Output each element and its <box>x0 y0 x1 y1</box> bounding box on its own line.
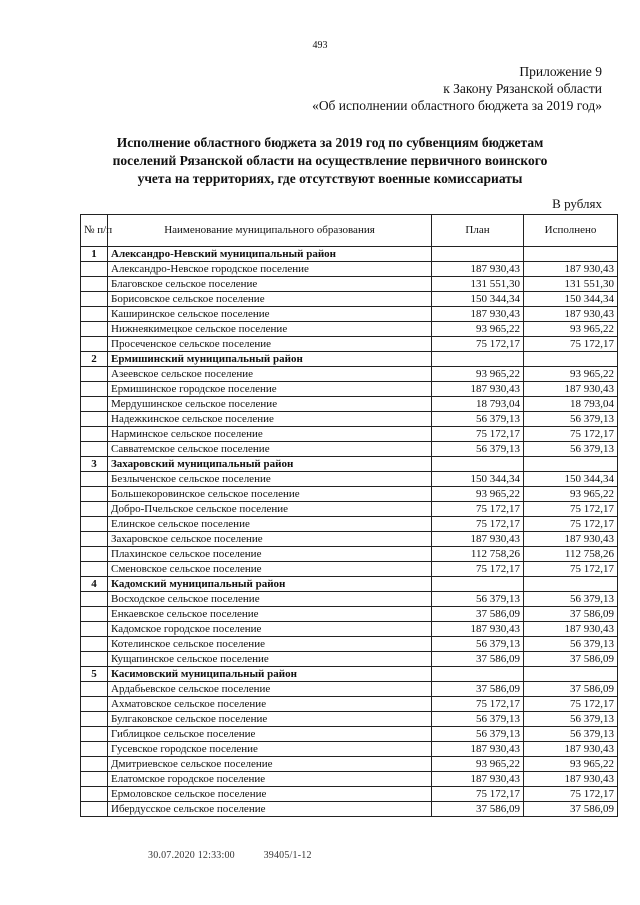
document-title <box>60 134 600 188</box>
row-number <box>81 307 108 322</box>
row-number <box>81 277 108 292</box>
plan-amount: 75 172,17 <box>432 787 524 802</box>
table-row <box>81 682 618 697</box>
executed-amount: 75 172,17 <box>524 562 618 577</box>
row-number <box>81 472 108 487</box>
table-row <box>81 502 618 517</box>
table-body <box>81 247 618 817</box>
settlement-name: Надежкинское сельское поселение <box>108 412 432 427</box>
header-plan: План <box>432 215 524 247</box>
header-executed: Исполнено <box>524 215 618 247</box>
plan-amount: 75 172,17 <box>432 517 524 532</box>
currency-unit: В рублях <box>552 196 602 211</box>
plan-amount: 131 551,30 <box>432 277 524 292</box>
settlement-name: Александро-Невское городское поселение <box>108 262 432 277</box>
district-row <box>81 667 618 682</box>
table-row <box>81 487 618 502</box>
row-number <box>81 712 108 727</box>
plan-amount: 187 930,43 <box>432 382 524 397</box>
executed-amount: 37 586,09 <box>524 682 618 697</box>
row-number <box>81 607 108 622</box>
district-number: 1 <box>81 247 108 262</box>
district-plan <box>432 457 524 472</box>
district-name: Кадомский муниципальный район <box>108 577 432 592</box>
budget-table <box>80 214 618 817</box>
plan-amount: 187 930,43 <box>432 772 524 787</box>
plan-amount: 75 172,17 <box>432 427 524 442</box>
settlement-name: Елинское сельское поселение <box>108 517 432 532</box>
settlement-name: Ибердусское сельское поселение <box>108 802 432 817</box>
table-row <box>81 772 618 787</box>
row-number <box>81 562 108 577</box>
settlement-name: Ермоловское сельское поселение <box>108 787 432 802</box>
executed-amount: 187 930,43 <box>524 622 618 637</box>
row-number <box>81 727 108 742</box>
district-name: Захаровский муниципальный район <box>108 457 432 472</box>
plan-amount: 56 379,13 <box>432 637 524 652</box>
table-row <box>81 472 618 487</box>
appendix-header <box>312 63 602 114</box>
table-row <box>81 397 618 412</box>
executed-amount: 75 172,17 <box>524 427 618 442</box>
district-executed <box>524 247 618 262</box>
row-number <box>81 487 108 502</box>
footer-timestamp: 30.07.2020 12:33:00 <box>148 850 235 861</box>
table-row <box>81 367 618 382</box>
settlement-name: Мердушинское сельское поселение <box>108 397 432 412</box>
plan-amount: 187 930,43 <box>432 532 524 547</box>
table-row <box>81 802 618 817</box>
district-name: Ермишинский муниципальный район <box>108 352 432 367</box>
settlement-name: Елатомское городское поселение <box>108 772 432 787</box>
plan-amount: 112 758,26 <box>432 547 524 562</box>
district-number: 3 <box>81 457 108 472</box>
executed-amount: 187 930,43 <box>524 382 618 397</box>
settlement-name: Захаровское сельское поселение <box>108 532 432 547</box>
settlement-name: Благовское сельское поселение <box>108 277 432 292</box>
settlement-name: Плахинское сельское поселение <box>108 547 432 562</box>
row-number <box>81 742 108 757</box>
footer-doc-id: 39405/1-12 <box>263 850 312 861</box>
executed-amount: 75 172,17 <box>524 517 618 532</box>
table-row <box>81 607 618 622</box>
plan-amount: 56 379,13 <box>432 712 524 727</box>
table-row <box>81 292 618 307</box>
table-row <box>81 547 618 562</box>
table-row <box>81 712 618 727</box>
executed-amount: 75 172,17 <box>524 502 618 517</box>
settlement-name: Ардабьевское сельское поселение <box>108 682 432 697</box>
settlement-name: Енкаевское сельское поселение <box>108 607 432 622</box>
plan-amount: 37 586,09 <box>432 802 524 817</box>
plan-amount: 37 586,09 <box>432 652 524 667</box>
table-row <box>81 517 618 532</box>
district-number: 5 <box>81 667 108 682</box>
table-row <box>81 787 618 802</box>
plan-amount: 56 379,13 <box>432 412 524 427</box>
table-row <box>81 277 618 292</box>
table-row <box>81 382 618 397</box>
district-executed <box>524 352 618 367</box>
executed-amount: 75 172,17 <box>524 697 618 712</box>
table-row <box>81 637 618 652</box>
table-row <box>81 307 618 322</box>
executed-amount: 187 930,43 <box>524 262 618 277</box>
row-number <box>81 517 108 532</box>
appendix-line-2: к Закону Рязанской области <box>443 81 602 96</box>
table-row <box>81 757 618 772</box>
table-row <box>81 322 618 337</box>
executed-amount: 56 379,13 <box>524 412 618 427</box>
executed-amount: 37 586,09 <box>524 802 618 817</box>
settlement-name: Кадомское городское поселение <box>108 622 432 637</box>
executed-amount: 93 965,22 <box>524 322 618 337</box>
district-row <box>81 577 618 592</box>
header-name: Наименование муниципального образования <box>108 215 432 247</box>
settlement-name: Савватемское сельское поселение <box>108 442 432 457</box>
district-row <box>81 247 618 262</box>
plan-amount: 187 930,43 <box>432 742 524 757</box>
plan-amount: 56 379,13 <box>432 727 524 742</box>
executed-amount: 56 379,13 <box>524 592 618 607</box>
settlement-name: Безлыченское сельское поселение <box>108 472 432 487</box>
district-number: 4 <box>81 577 108 592</box>
executed-amount: 187 930,43 <box>524 307 618 322</box>
footer <box>148 850 338 861</box>
row-number <box>81 397 108 412</box>
district-plan <box>432 577 524 592</box>
row-number <box>81 622 108 637</box>
district-plan <box>432 667 524 682</box>
settlement-name: Котелинское сельское поселение <box>108 637 432 652</box>
plan-amount: 75 172,17 <box>432 562 524 577</box>
settlement-name: Гусевское городское поселение <box>108 742 432 757</box>
settlement-name: Нарминское сельское поселение <box>108 427 432 442</box>
plan-amount: 75 172,17 <box>432 502 524 517</box>
district-name: Касимовский муниципальный район <box>108 667 432 682</box>
plan-amount: 187 930,43 <box>432 307 524 322</box>
row-number <box>81 427 108 442</box>
executed-amount: 18 793,04 <box>524 397 618 412</box>
row-number <box>81 697 108 712</box>
header-num: № п/п <box>81 215 108 247</box>
table-row <box>81 412 618 427</box>
executed-amount: 131 551,30 <box>524 277 618 292</box>
row-number <box>81 682 108 697</box>
plan-amount: 93 965,22 <box>432 757 524 772</box>
table-row <box>81 592 618 607</box>
settlement-name: Кущапинское сельское поселение <box>108 652 432 667</box>
plan-amount: 75 172,17 <box>432 337 524 352</box>
executed-amount: 56 379,13 <box>524 727 618 742</box>
district-row <box>81 457 618 472</box>
settlement-name: Сменовское сельское поселение <box>108 562 432 577</box>
plan-amount: 56 379,13 <box>432 592 524 607</box>
settlement-name: Гиблицкое сельское поселение <box>108 727 432 742</box>
settlement-name: Булгаковское сельское поселение <box>108 712 432 727</box>
settlement-name: Добро-Пчельское сельское поселение <box>108 502 432 517</box>
row-number <box>81 367 108 382</box>
row-number <box>81 772 108 787</box>
settlement-name: Ахматовское сельское поселение <box>108 697 432 712</box>
row-number <box>81 592 108 607</box>
plan-amount: 75 172,17 <box>432 697 524 712</box>
plan-amount: 93 965,22 <box>432 487 524 502</box>
table-row <box>81 727 618 742</box>
table-header-row <box>81 215 618 247</box>
row-number <box>81 532 108 547</box>
table-row <box>81 532 618 547</box>
settlement-name: Восходское сельское поселение <box>108 592 432 607</box>
row-number <box>81 547 108 562</box>
row-number <box>81 442 108 457</box>
executed-amount: 150 344,34 <box>524 472 618 487</box>
district-plan <box>432 352 524 367</box>
plan-amount: 93 965,22 <box>432 367 524 382</box>
executed-amount: 56 379,13 <box>524 712 618 727</box>
row-number <box>81 757 108 772</box>
settlement-name: Каширинское сельское поселение <box>108 307 432 322</box>
row-number <box>81 337 108 352</box>
executed-amount: 93 965,22 <box>524 367 618 382</box>
table-row <box>81 622 618 637</box>
plan-amount: 18 793,04 <box>432 397 524 412</box>
settlement-name: Азеевское сельское поселение <box>108 367 432 382</box>
district-executed <box>524 577 618 592</box>
district-number: 2 <box>81 352 108 367</box>
row-number <box>81 382 108 397</box>
settlement-name: Большекоровинское сельское поселение <box>108 487 432 502</box>
executed-amount: 75 172,17 <box>524 337 618 352</box>
district-name: Александро-Невский муниципальный район <box>108 247 432 262</box>
row-number <box>81 292 108 307</box>
executed-amount: 187 930,43 <box>524 532 618 547</box>
plan-amount: 150 344,34 <box>432 292 524 307</box>
row-number <box>81 502 108 517</box>
district-row <box>81 352 618 367</box>
appendix-line-1: Приложение 9 <box>519 64 602 79</box>
table-row <box>81 697 618 712</box>
row-number <box>81 637 108 652</box>
table-row <box>81 652 618 667</box>
district-plan <box>432 247 524 262</box>
row-number <box>81 652 108 667</box>
row-number <box>81 802 108 817</box>
district-executed <box>524 667 618 682</box>
row-number <box>81 412 108 427</box>
plan-amount: 37 586,09 <box>432 682 524 697</box>
table-row <box>81 427 618 442</box>
plan-amount: 187 930,43 <box>432 622 524 637</box>
table-row <box>81 742 618 757</box>
settlement-name: Ермишинское городское поселение <box>108 382 432 397</box>
page-number: 493 <box>312 40 328 51</box>
row-number <box>81 262 108 277</box>
settlement-name: Нижнеякимецкое сельское поселение <box>108 322 432 337</box>
executed-amount: 56 379,13 <box>524 442 618 457</box>
plan-amount: 150 344,34 <box>432 472 524 487</box>
executed-amount: 150 344,34 <box>524 292 618 307</box>
plan-amount: 93 965,22 <box>432 322 524 337</box>
title-line-3: учета на территориях, где отсутствуют военные комиссариаты <box>137 171 523 186</box>
row-number <box>81 322 108 337</box>
table-row <box>81 262 618 277</box>
executed-amount: 112 758,26 <box>524 547 618 562</box>
executed-amount: 93 965,22 <box>524 757 618 772</box>
executed-amount: 37 586,09 <box>524 652 618 667</box>
plan-amount: 187 930,43 <box>432 262 524 277</box>
settlement-name: Борисовское сельское поселение <box>108 292 432 307</box>
executed-amount: 56 379,13 <box>524 637 618 652</box>
district-executed <box>524 457 618 472</box>
appendix-line-3: «Об исполнении областного бюджета за 2019 год» <box>312 98 602 113</box>
executed-amount: 187 930,43 <box>524 742 618 757</box>
executed-amount: 75 172,17 <box>524 787 618 802</box>
title-line-2: поселений Рязанской области на осуществление первичного воинского <box>112 153 548 168</box>
executed-amount: 37 586,09 <box>524 607 618 622</box>
row-number <box>81 787 108 802</box>
table-row <box>81 562 618 577</box>
executed-amount: 187 930,43 <box>524 772 618 787</box>
settlement-name: Просеченское сельское поселение <box>108 337 432 352</box>
settlement-name: Дмитриевское сельское поселение <box>108 757 432 772</box>
title-line-1: Исполнение областного бюджета за 2019 год по субвенциям бюджетам <box>116 135 544 150</box>
table-row <box>81 337 618 352</box>
executed-amount: 93 965,22 <box>524 487 618 502</box>
table-row <box>81 442 618 457</box>
plan-amount: 56 379,13 <box>432 442 524 457</box>
plan-amount: 37 586,09 <box>432 607 524 622</box>
